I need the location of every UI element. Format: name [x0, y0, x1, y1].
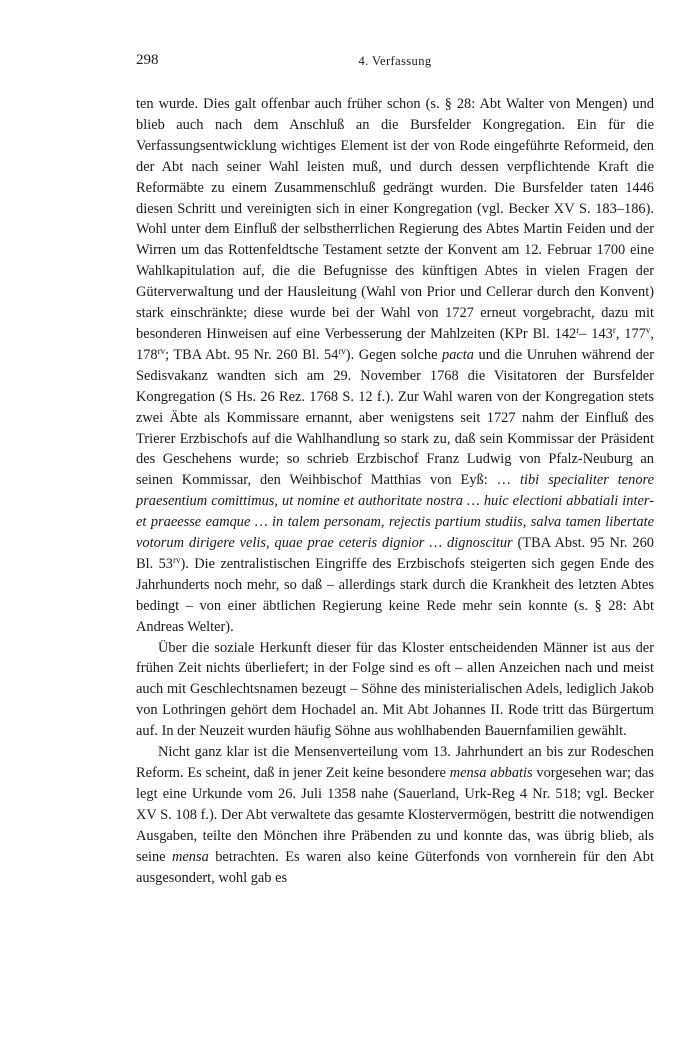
chapter-title: 4. Verfassung — [358, 54, 432, 68]
text-run: , 178 — [136, 325, 655, 363]
text-run: ). Die zentralistischen Eingriffe des Erzbischofs steigerten sich gegen Ende des Jahrhunderts noch mehr, so daß – allerdings stark durch die Krankheit des letzten Abtes bedingt – von einer äbtlichen Regierung keine Rede mehr sein konnte (s. § 28: Abt Andreas Welter). — [136, 555, 654, 635]
italic-text: tibi specialiter tenore praesentium comittimus, ut nomine et authoritate nostra … huic electioni abbatiali inter- et praeesse eamque … in talem personam, rejectis partium studiis, salva tamen libertate votorum dirigere velis, quae prae ceteris dignior … dignoscitur — [136, 472, 654, 552]
paragraph — [136, 742, 654, 888]
folio-superscript: r — [612, 324, 616, 335]
folio-superscript: rv — [172, 554, 181, 565]
text-run: , 177 — [615, 325, 646, 342]
text-run: und die Unruhen während der Sedisvakanz wandten sich am 29. November 1768 die Visitatoren der Bursfelder Kongregation (S Hs. 26 Rez. 1768 S. 12 f.). Zur Wahl waren von der Kongregation stets zwei Äbte als Kommissare ernannt, aber wenigstens seit 1727 nahm der Einfluß des Trierer Erzbischofs auf die Wahlhandlung so stark zu, daß sein Kommissar der Präsident des Geschehens wurde; so schrieb Erzbischof Franz Ludwig von Pfalz-Neuburg an seinen Kommissar, den Weihbischof Matthias von Eyß: … — [136, 346, 654, 489]
italic-text: pacta — [442, 346, 475, 363]
running-head — [136, 52, 654, 76]
body-text — [136, 94, 654, 888]
text-run: betrachten. Es waren also keine Güterfonds von vornherein für den Abt ausgesondert, wohl gab es — [136, 848, 655, 886]
text-run: – 143 — [579, 325, 613, 342]
folio-superscript: rv — [338, 345, 346, 356]
text-run: Nicht ganz klar ist die Mensenverteilung vom 13. Jahrhundert an bis zur Rodeschen Reform. Es scheint, daß in jener Zeit keine besondere — [136, 744, 654, 781]
italic-text: mensa abbatis — [449, 765, 533, 781]
text-run: Über die soziale Herkunft dieser für das Kloster entscheidenden Männer ist aus der frühen Zeit nichts überliefert; in der Folge sind es oft – allen Anzeichen nach und meist auch mit Geschlechtsnamen bezeugt – Söhne des ministerialischen Adels, lediglich Jakob von Lothringen gehört dem Hochadel an. Mit Abt Johannes II. Rode tritt das Bürgertum auf. In der Neuzeit wurden häufig Söhne aus wohlhabenden Bauernfamilien gewählt. — [136, 639, 654, 740]
folio-superscript: v — [645, 324, 651, 335]
page-number: 298 — [136, 52, 159, 68]
text-run: vorgesehen war; das legt eine Urkunde vom 26. Juli 1358 nahe (Sauerland, Urk-Reg 4 Nr. 518; vgl. Becker XV S. 108 f.). Der Abt verwaltete das gesamte Klostervermögen, bestritt die notwendigen Ausgaben, teilte den Mönchen ihre Präbenden zu und konnte das, was übrig blieb, als seine — [136, 765, 654, 865]
text-run: (TBA Abst. 95 Nr. 260 Bl. 53 — [136, 535, 654, 572]
italic-text: mensa — [172, 848, 209, 865]
text-run: ; TBA Abt. 95 Nr. 260 Bl. 54 — [165, 346, 339, 363]
folio-superscript: r — [576, 324, 580, 335]
text-run: ten wurde. Dies galt offenbar auch früher schon (s. § 28: Abt Walter von Mengen) und blieb auch nach dem Anschluß an die Bursfelder Kongregation. Ein für die Verfassungsentwicklung wichtiges Element ist der von Rode eingeführte Reformeid, den der Abt nach seiner Wahl leisten muß, und durch dessen verpflichtende Kraft die Reformäbte zu einem Zusammenschluß gedrängt wurden. Die Bursfelder taten 1446 diesen Schritt und vereinigten sich in einer Kongregation (vgl. Becker XV S. 183–186). Wohl unter dem Einfluß der selbstherrlichen Regierung des Abtes Martin Feiden und der Wirren um das Rottenfeldtsche Testament setzte der Konvent am 12. Februar 1700 eine Wahlkapitulation auf, die die Befugnisse des künftigen Abtes in vielen Fragen der Güterverwaltung und der Hausleitung (Wahl von Prior und Cellerar durch den Konvent) stark einschränkte; diese wurde bei der Wahl von 1727 erneut vorgebracht, dazu mit besonderen Hinweisen auf eine Verbesserung der Mahlzeiten (KPr Bl. 142 — [136, 96, 654, 342]
paragraph — [136, 638, 654, 743]
text-run: ). Gegen solche — [345, 346, 443, 363]
paragraph — [136, 94, 654, 638]
folio-superscript: rv — [157, 345, 166, 356]
